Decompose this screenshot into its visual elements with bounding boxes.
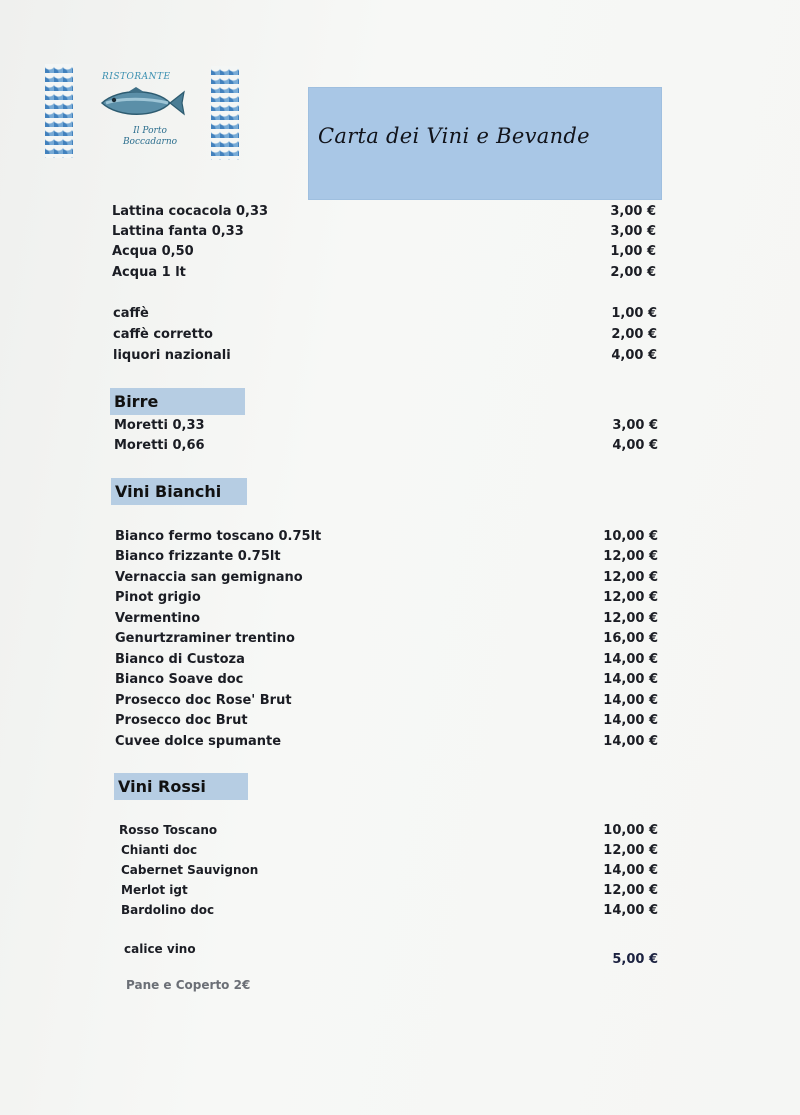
item-name: Bianco di Custoza [115,652,245,667]
item-price: 4,00 € [611,348,657,363]
list-item [0,823,800,843]
item-name: Bianco frizzante 0.75lt [115,549,281,564]
fish-scale-pattern-left [45,64,73,158]
item-name: Rosso Toscano [119,823,218,837]
item-price: 3,00 € [610,204,656,219]
item-price: 14,00 € [603,734,658,749]
item-name: Bianco fermo toscano 0.75lt [115,529,322,544]
list-item [0,418,800,438]
item-name: caffè [113,306,149,321]
item-price: 12,00 € [603,611,658,626]
item-price: 14,00 € [603,713,658,728]
item-price: 10,00 € [603,529,658,544]
section-header-vini-bianchi: Vini Bianchi [111,478,247,505]
item-name: Prosecco doc Brut [115,713,248,728]
item-name: Cuvee dolce spumante [115,734,282,749]
item-price: 3,00 € [610,224,656,239]
item-name: Cabernet Sauvignon [121,863,259,877]
logo-name-text [100,126,200,148]
item-name: Vermentino [115,611,201,626]
fish-scale-pattern-right [211,66,239,160]
cover-charge-note: Pane e Coperto 2€ [126,978,251,992]
list-item [0,348,800,368]
list-item [0,693,800,713]
item-name: Moretti 0,33 [114,418,205,433]
item-price: 10,00 € [603,823,658,838]
list-item [0,549,800,569]
item-name: Acqua 1 lt [112,265,186,280]
item-name: Lattina fanta 0,33 [112,224,244,239]
list-item [0,843,800,863]
item-price: 14,00 € [603,903,658,918]
list-item [0,903,800,923]
item-name: Bianco Soave doc [115,672,244,687]
list-item [0,570,800,590]
section-header-vini-rossi: Vini Rossi [114,773,248,800]
item-name: Moretti 0,66 [114,438,205,453]
list-item [0,942,800,967]
item-price: 2,00 € [611,327,657,342]
list-item [0,327,800,347]
item-price: 14,00 € [603,672,658,687]
item-name: Genurtzraminer trentino [115,631,295,646]
item-price: 14,00 € [603,652,658,667]
item-name: Merlot igt [121,883,188,897]
item-name: Bardolino doc [121,903,215,917]
list-item [0,652,800,672]
item-name: caffè corretto [113,327,213,342]
item-price: 3,00 € [612,418,658,433]
item-price: 2,00 € [610,265,656,280]
item-name: Chianti doc [121,843,198,857]
item-price: 12,00 € [603,570,658,585]
item-price: 12,00 € [603,843,658,858]
item-price: 5,00 € [612,952,658,967]
list-item [0,734,800,754]
item-price: 1,00 € [611,306,657,321]
item-name: Prosecco doc Rose' Brut [115,693,292,708]
list-item [0,204,800,224]
page-title: Carta dei Vini e Bevande [318,124,590,148]
fish-logo-icon [98,86,186,120]
section-header-birre: Birre [110,388,245,415]
item-price: 14,00 € [603,863,658,878]
item-name: liquori nazionali [113,348,231,363]
list-item [0,672,800,692]
item-name: Lattina cocacola 0,33 [112,204,269,219]
item-price: 14,00 € [603,693,658,708]
item-name: Vernaccia san gemignano [115,570,303,585]
list-item [0,713,800,733]
list-item [0,438,800,458]
item-price: 1,00 € [610,244,656,259]
logo-name-line-1: Il Porto [133,126,167,136]
logo-ristorante-text: RISTORANTE [102,72,171,82]
list-item [0,244,800,264]
item-price: 4,00 € [612,438,658,453]
list-item [0,611,800,631]
item-price: 12,00 € [603,549,658,564]
list-item [0,590,800,610]
item-name: Acqua 0,50 [112,244,194,259]
list-item [0,306,800,326]
list-item [0,863,800,883]
item-price: 12,00 € [603,590,658,605]
item-name: calice vino [124,942,196,956]
list-item [0,883,800,903]
list-item [0,224,800,244]
list-item [0,631,800,651]
item-name: Pinot grigio [115,590,201,605]
item-price: 16,00 € [603,631,658,646]
list-item [0,529,800,549]
item-price: 12,00 € [603,883,658,898]
logo-name-line-2: Boccadarno [122,137,178,147]
list-item [0,265,800,285]
